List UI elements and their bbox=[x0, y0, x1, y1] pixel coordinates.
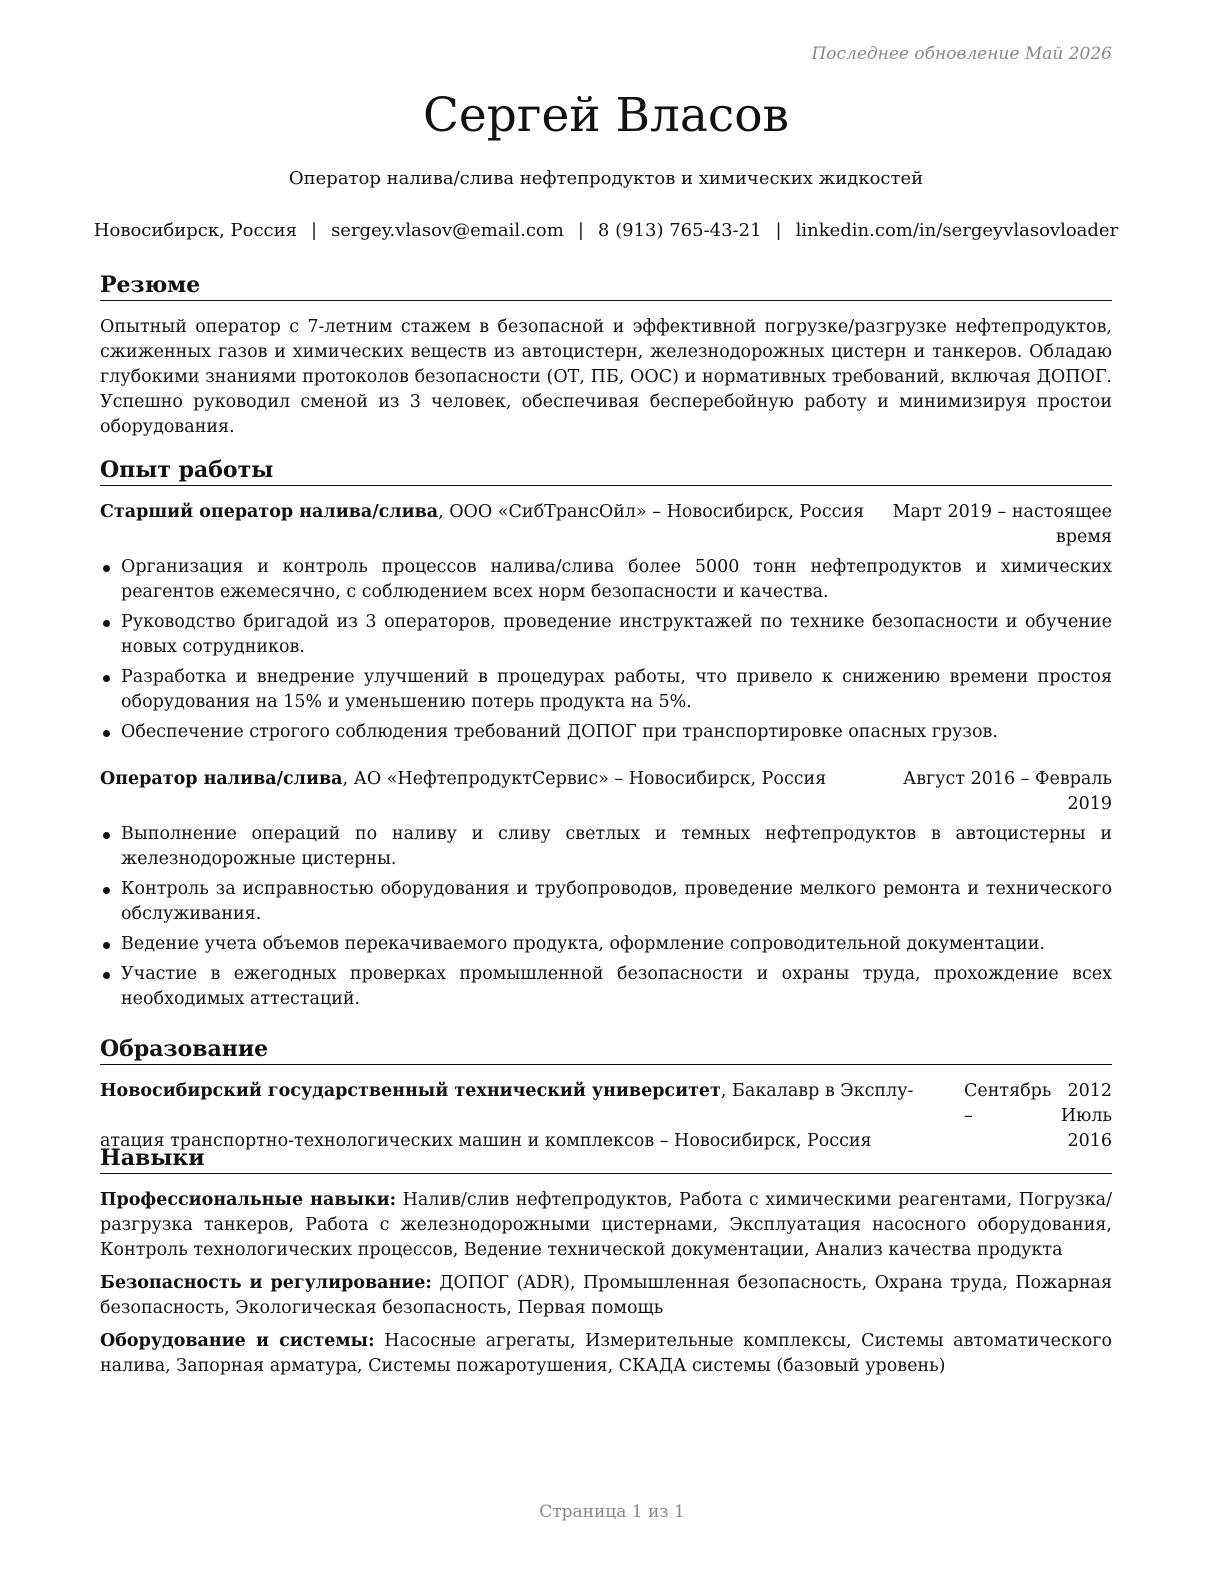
skills-group-label: Безопасность и регулирование: bbox=[100, 1273, 432, 1293]
page-number: Страница 1 из 1 bbox=[539, 1502, 685, 1522]
education-dates-line1: Сентябрь 2012 – Июль bbox=[964, 1081, 1112, 1126]
contact-linkedin[interactable]: linkedin.com/in/sergeyvlasovloader bbox=[795, 220, 1119, 241]
contact-line bbox=[90, 219, 1122, 243]
contact-phone: 8 (913) 765-43-21 bbox=[597, 220, 762, 241]
section-title-summary: Резюме bbox=[100, 271, 1112, 301]
education-entry bbox=[100, 1079, 1112, 1154]
job-position bbox=[100, 767, 826, 817]
job-company: , АО «НефтепродуктСервис» – Новосибирск, Россия bbox=[342, 769, 827, 789]
job-entry bbox=[100, 767, 1112, 1012]
job-dates-line2: время bbox=[1055, 527, 1112, 547]
job-entry bbox=[100, 500, 1112, 745]
education-degree: , Бакалавр в Эксплу- bbox=[720, 1081, 914, 1101]
education-school-line bbox=[100, 1079, 913, 1129]
education-row-1 bbox=[100, 1079, 1112, 1129]
job-position bbox=[100, 500, 864, 550]
education-school: Новосибирский государственный технический университет bbox=[100, 1081, 721, 1101]
education-section bbox=[100, 1035, 1112, 1154]
contact-separator: | bbox=[577, 220, 584, 241]
skills-group bbox=[100, 1329, 1112, 1379]
job-title: Оператор налива/слива нефтепродуктов и химических жидкостей bbox=[288, 168, 924, 189]
contact-separator: | bbox=[310, 220, 318, 241]
resume-page bbox=[93, 0, 1119, 1584]
list-item: Руководство бригадой из 3 операторов, проведение инструктажей по технике безопасности и обучение новых сотрудников. bbox=[100, 610, 1112, 660]
job-role: Старший оператор налива/слива bbox=[100, 502, 439, 522]
list-item: Выполнение операций по наливу и сливу светлых и темных нефтепродуктов в автоцистерны и железнодорожные цистерны. bbox=[100, 822, 1112, 872]
job-company: , ООО «СибТрансОйл» – Новосибирск, Россия bbox=[438, 502, 865, 522]
skills-group bbox=[100, 1188, 1112, 1263]
list-item: Ведение учета объемов перекачиваемого продукта, оформление сопроводительной документации. bbox=[100, 932, 1112, 957]
skills-group-label: Оборудование и системы: bbox=[100, 1331, 375, 1351]
skills-group-label: Профессиональные навыки: bbox=[100, 1190, 397, 1210]
job-bullets bbox=[100, 822, 1112, 1012]
contact-location: Новосибирск, Россия bbox=[93, 220, 297, 241]
person-name: Сергей Власов bbox=[422, 88, 790, 143]
summary-section bbox=[100, 271, 1112, 440]
skills-group bbox=[100, 1271, 1112, 1321]
list-item: Разработка и внедрение улучшений в процедурах работы, что привело к снижению времени простоя оборудования на 15% и уменьшению потерь продукта на 5%. bbox=[100, 665, 1112, 715]
job-dates-line1: Март 2019 – настоящее bbox=[892, 502, 1112, 522]
job-role: Оператор налива/слива bbox=[100, 769, 343, 789]
job-dates bbox=[880, 767, 1112, 817]
job-dates bbox=[880, 500, 1112, 550]
skills-section bbox=[100, 1144, 1112, 1387]
job-header bbox=[100, 500, 1112, 550]
list-item: Участие в ежегодных проверках промышленной безопасности и охраны труда, прохождение всех необходимых аттестаций. bbox=[100, 962, 1112, 1012]
list-item: Обеспечение строгого соблюдения требований ДОПОГ при транспортировке опасных грузов. bbox=[100, 720, 1112, 745]
education-dates-line2: 2016 bbox=[1067, 1131, 1112, 1151]
education-degree-cont: атация транспортно-технологических машин и комплексов – Новосибирск, Россия bbox=[100, 1131, 872, 1151]
section-title-skills: Навыки bbox=[100, 1144, 1112, 1174]
skills-list bbox=[100, 1188, 1112, 1379]
section-title-education: Образование bbox=[100, 1035, 1112, 1065]
job-dates-line1: Август 2016 – Февраль bbox=[902, 769, 1112, 789]
list-item: Организация и контроль процессов налива/слива более 5000 тонн нефтепродуктов и химических реагентов ежемесячно, с соблюдением всех норм безопасности и качества. bbox=[100, 555, 1112, 605]
summary-text: Опытный оператор с 7-летним стажем в безопасной и эффективной погрузке/разгрузке нефтепродуктов, сжиженных газов и химических веществ из автоцистерн, железнодорожных цистерн и танкеров. Обладаю глубокими знаниями протоколов безопасности (ОТ, ПБ, ООС) и нормативных требований, включая ДОПОГ. Успешно руководил сменой из 3 человек, обеспечивая бесперебойную работу и минимизируя простои оборудования. bbox=[100, 317, 1112, 437]
skills-group-text: Налив/слив нефтепродуктов, Работа с химическими реагентами, Погрузка/разгрузка танкеров, Работа с железнодорожными цистернами, Эксплуатация насосного оборудования, Контроль технологических процессов, Ведение технической документации, Анализ качества продукта bbox=[100, 1190, 1112, 1260]
job-header bbox=[100, 767, 1112, 817]
contact-separator: | bbox=[775, 220, 782, 241]
list-item: Контроль за исправностью оборудования и трубопроводов, проведение мелкого ремонта и технического обслуживания. bbox=[100, 877, 1112, 927]
job-dates-line2: 2019 bbox=[1067, 794, 1112, 814]
section-title-experience: Опыт работы bbox=[100, 456, 1112, 486]
skills-group-text: ДОПОГ (ADR), Промышленная безопасность, Охрана труда, Пожарная безопасность, Экологическая безопасность, Первая помощь bbox=[100, 1273, 1112, 1318]
job-bullets bbox=[100, 555, 1112, 745]
last-updated: Последнее обновление Май 2026 bbox=[811, 44, 1112, 64]
experience-section bbox=[100, 456, 1112, 1017]
contact-email[interactable]: sergey.vlasov@email.com bbox=[331, 220, 564, 241]
skills-group-text: Насосные агрегаты, Измерительные комплексы, Системы автоматического налива, Запорная арматура, Системы пожаротушения, СКАДА системы (базовый уровень) bbox=[100, 1331, 1112, 1376]
